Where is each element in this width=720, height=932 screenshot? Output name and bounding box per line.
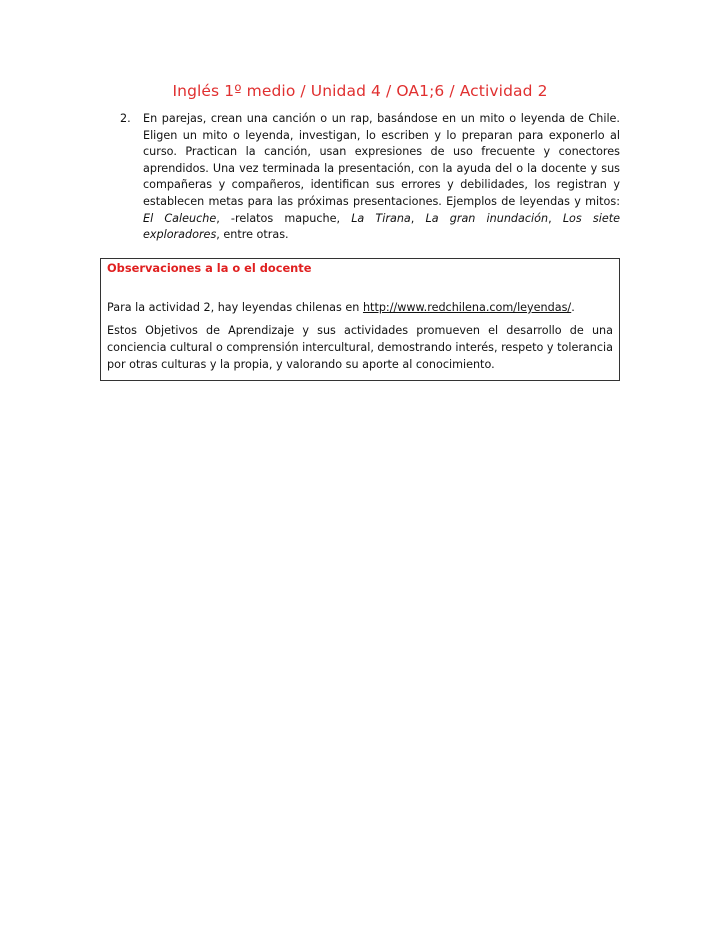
activity-text: En parejas, crean una canción o un rap, basándose en un mito o leyenda de Chile. Eligen un mito o leyenda, investigan, lo escriben y lo preparan para exponerlo al curso. Practican la canción, usan expresiones de uso frecuente y conectores aprendidos. Una vez terminada la presentación, con la ayuda del o la docente y sus compañeras y compañeros, identifican sus errores y debilidades, los registran y establecen metas para las próximas presentaciones. Ejemplos de leyendas y mitos: xyxy=(143,112,620,208)
observations-title: Observaciones a la o el docente xyxy=(107,261,312,275)
example-siete-exploradores: Los siete exploradores xyxy=(143,211,620,242)
separator: , xyxy=(548,211,563,225)
observations-p1-prefix: Para la actividad 2, hay leyendas chilenas en xyxy=(107,301,363,314)
legends-link[interactable]: http://www.redchilena.com/leyendas/ xyxy=(362,301,572,314)
observations-paragraph-2: Estos Objetivos de Aprendizaje y sus actividades promueven el desarrollo de una conciencia cultural o comprensión intercultural, demostrando interés, respeto y tolerancia por otras culturas y la propia, y valorando su aporte al conocimiento. xyxy=(107,324,613,371)
separator: , xyxy=(410,211,426,225)
activity-number: 2. xyxy=(120,112,131,125)
example-gran-inundacion: La gran inundación xyxy=(425,211,549,225)
example-la-tirana: La Tirana xyxy=(351,211,411,225)
teacher-observations-box xyxy=(100,258,620,381)
activity-description xyxy=(143,111,620,244)
activity-text-end: , entre otras. xyxy=(216,228,289,242)
page-title: Inglés 1º medio / Unidad 4 / OA1;6 / Actividad 2 xyxy=(172,82,548,100)
observations-p1-suffix: . xyxy=(571,301,575,314)
activity-item xyxy=(120,111,620,244)
observations-paragraph-1 xyxy=(107,299,613,316)
example-caleuche: El Caleuche xyxy=(143,211,217,225)
separator: , -relatos mapuche, xyxy=(216,211,352,225)
